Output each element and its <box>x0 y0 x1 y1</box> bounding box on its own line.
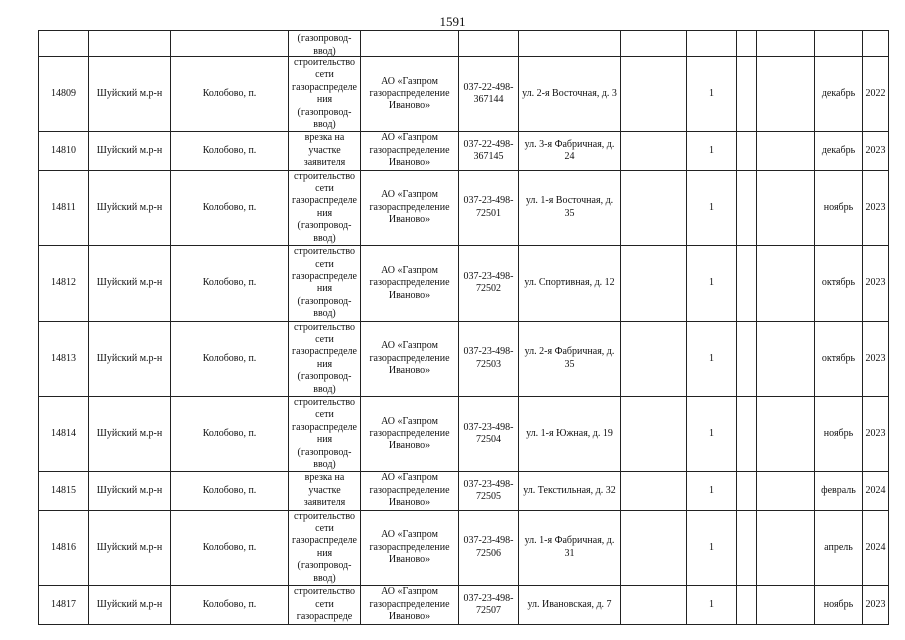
year-cell: 2023 <box>863 321 889 396</box>
continuation-row <box>39 31 889 57</box>
empty-cell <box>757 246 815 321</box>
count-cell: 1 <box>687 396 737 471</box>
empty-cell <box>737 472 757 510</box>
count-cell: 1 <box>687 170 737 245</box>
district-cell: Шуйский м.р-н <box>89 170 171 245</box>
code-cell: 037-23-498-72504 <box>459 396 519 471</box>
address-cell: ул. 3-я Фабричная, д. 24 <box>519 132 621 170</box>
empty-cell <box>621 57 687 132</box>
empty-cell <box>621 132 687 170</box>
locality-cell: Колобово, п. <box>171 510 289 585</box>
month-cell: ноябрь <box>815 396 863 471</box>
table-row <box>39 510 889 585</box>
district-cell: Шуйский м.р-н <box>89 132 171 170</box>
work-type-cell: (газопровод-ввод) <box>289 31 361 57</box>
organization-cell: АО «Газпром газораспределение Иваново» <box>361 472 459 510</box>
district-cell: Шуйский м.р-н <box>89 396 171 471</box>
year-cell: 2023 <box>863 396 889 471</box>
count-cell: 1 <box>687 472 737 510</box>
locality-cell: Колобово, п. <box>171 132 289 170</box>
address-cell: ул. Ивановская, д. 7 <box>519 586 621 625</box>
table-row <box>39 57 889 132</box>
empty-cell <box>621 510 687 585</box>
empty-cell <box>621 472 687 510</box>
num-cell: 14812 <box>39 246 89 321</box>
year-cell <box>863 31 889 57</box>
empty-cell <box>757 586 815 625</box>
work-type-cell: врезка на участке заявителя <box>289 132 361 170</box>
month-cell: декабрь <box>815 132 863 170</box>
month-cell <box>815 31 863 57</box>
month-cell: ноябрь <box>815 586 863 625</box>
district-cell: Шуйский м.р-н <box>89 510 171 585</box>
district-cell <box>89 31 171 57</box>
num-cell: 14816 <box>39 510 89 585</box>
empty-cell <box>737 586 757 625</box>
work-type-cell: строительство сети газораспределения (газопровод-ввод) <box>289 57 361 132</box>
year-cell: 2023 <box>863 132 889 170</box>
count-cell: 1 <box>687 57 737 132</box>
address-cell: ул. 2-я Фабричная, д. 35 <box>519 321 621 396</box>
district-cell: Шуйский м.р-н <box>89 246 171 321</box>
work-type-cell: строительство сети газораспределения (газопровод-ввод) <box>289 510 361 585</box>
empty-cell <box>737 396 757 471</box>
code-cell: 037-23-498-72505 <box>459 472 519 510</box>
num-cell: 14809 <box>39 57 89 132</box>
work-type-cell: врезка на участке заявителя <box>289 472 361 510</box>
table-row <box>39 170 889 245</box>
empty-cell <box>621 31 687 57</box>
work-type-cell: строительство сети газораспределения (газопровод-ввод) <box>289 170 361 245</box>
organization-cell: АО «Газпром газораспределение Иваново» <box>361 57 459 132</box>
locality-cell: Колобово, п. <box>171 321 289 396</box>
page-number: 1591 <box>439 14 466 29</box>
locality-cell: Колобово, п. <box>171 246 289 321</box>
code-cell: 037-23-498-72503 <box>459 321 519 396</box>
district-cell: Шуйский м.р-н <box>89 321 171 396</box>
work-type-cell: строительство сети газораспределения (газопровод-ввод) <box>289 246 361 321</box>
count-cell <box>737 31 757 57</box>
month-cell: декабрь <box>815 57 863 132</box>
empty-cell <box>757 472 815 510</box>
month-cell: апрель <box>815 510 863 585</box>
year-cell: 2024 <box>863 472 889 510</box>
organization-cell: АО «Газпром газораспределение Иваново» <box>361 510 459 585</box>
num-cell: 14810 <box>39 132 89 170</box>
empty-cell <box>621 321 687 396</box>
organization-cell: АО «Газпром газораспределение Иваново» <box>361 396 459 471</box>
code-cell <box>459 31 519 57</box>
empty-cell <box>757 396 815 471</box>
organization-cell: АО «Газпром газораспределение Иваново» <box>361 586 459 625</box>
code-cell: 037-23-498-72507 <box>459 586 519 625</box>
gas-connection-registry-table <box>38 30 889 625</box>
count-cell: 1 <box>687 510 737 585</box>
code-cell: 037-23-498-72506 <box>459 510 519 585</box>
empty-cell <box>737 510 757 585</box>
address-cell: ул. 2-я Восточная, д. 3 <box>519 57 621 132</box>
year-cell: 2023 <box>863 246 889 321</box>
empty-cell <box>737 57 757 132</box>
empty-cell <box>621 586 687 625</box>
organization-cell: АО «Газпром газораспределение Иваново» <box>361 170 459 245</box>
work-type-cell: строительство сети газораспределения (газопровод-ввод) <box>289 321 361 396</box>
address-cell <box>519 31 621 57</box>
code-cell: 037-22-498-367144 <box>459 57 519 132</box>
num-cell: 14815 <box>39 472 89 510</box>
year-cell: 2024 <box>863 510 889 585</box>
empty-cell <box>757 31 815 57</box>
month-cell: октябрь <box>815 321 863 396</box>
num-cell <box>39 31 89 57</box>
locality-cell: Колобово, п. <box>171 170 289 245</box>
year-cell: 2023 <box>863 586 889 625</box>
table-row <box>39 396 889 471</box>
district-cell: Шуйский м.р-н <box>89 586 171 625</box>
table-row <box>39 321 889 396</box>
address-cell: ул. 1-я Южная, д. 19 <box>519 396 621 471</box>
empty-cell <box>757 321 815 396</box>
empty-cell <box>621 246 687 321</box>
address-cell: ул. 1-я Фабричная, д. 31 <box>519 510 621 585</box>
district-cell: Шуйский м.р-н <box>89 472 171 510</box>
code-cell: 037-23-498-72502 <box>459 246 519 321</box>
num-cell: 14811 <box>39 170 89 245</box>
month-cell: ноябрь <box>815 170 863 245</box>
year-cell: 2023 <box>863 170 889 245</box>
address-cell: ул. Спортивная, д. 12 <box>519 246 621 321</box>
count-cell: 1 <box>687 132 737 170</box>
code-cell: 037-23-498-72501 <box>459 170 519 245</box>
locality-cell: Колобово, п. <box>171 396 289 471</box>
empty-cell <box>621 170 687 245</box>
month-cell: октябрь <box>815 246 863 321</box>
organization-cell <box>361 31 459 57</box>
empty-cell <box>757 510 815 585</box>
count-cell: 1 <box>687 321 737 396</box>
num-cell: 14814 <box>39 396 89 471</box>
month-cell: февраль <box>815 472 863 510</box>
locality-cell <box>171 31 289 57</box>
code-cell: 037-22-498-367145 <box>459 132 519 170</box>
empty-cell <box>757 170 815 245</box>
empty-cell <box>737 321 757 396</box>
locality-cell: Колобово, п. <box>171 586 289 625</box>
count-cell: 1 <box>687 246 737 321</box>
organization-cell: АО «Газпром газораспределение Иваново» <box>361 321 459 396</box>
num-cell: 14817 <box>39 586 89 625</box>
num-cell: 14813 <box>39 321 89 396</box>
table-row <box>39 472 889 510</box>
empty-cell <box>737 246 757 321</box>
count-cell: 1 <box>687 586 737 625</box>
work-type-cell: строительство сети газораспреде <box>289 586 361 625</box>
table-row <box>39 132 889 170</box>
address-cell: ул. Текстильная, д. 32 <box>519 472 621 510</box>
locality-cell: Колобово, п. <box>171 57 289 132</box>
district-cell: Шуйский м.р-н <box>89 57 171 132</box>
address-cell: ул. 1-я Восточная, д. 35 <box>519 170 621 245</box>
empty-cell <box>621 396 687 471</box>
table-row <box>39 246 889 321</box>
empty-cell <box>757 57 815 132</box>
empty-cell <box>757 132 815 170</box>
empty-cell <box>737 132 757 170</box>
locality-cell: Колобово, п. <box>171 472 289 510</box>
empty-cell <box>737 170 757 245</box>
organization-cell: АО «Газпром газораспределение Иваново» <box>361 246 459 321</box>
year-cell: 2022 <box>863 57 889 132</box>
organization-cell: АО «Газпром газораспределение Иваново» <box>361 132 459 170</box>
empty-cell <box>687 31 737 57</box>
table-row <box>39 586 889 625</box>
work-type-cell: строительство сети газораспределения (газопровод-ввод) <box>289 396 361 471</box>
